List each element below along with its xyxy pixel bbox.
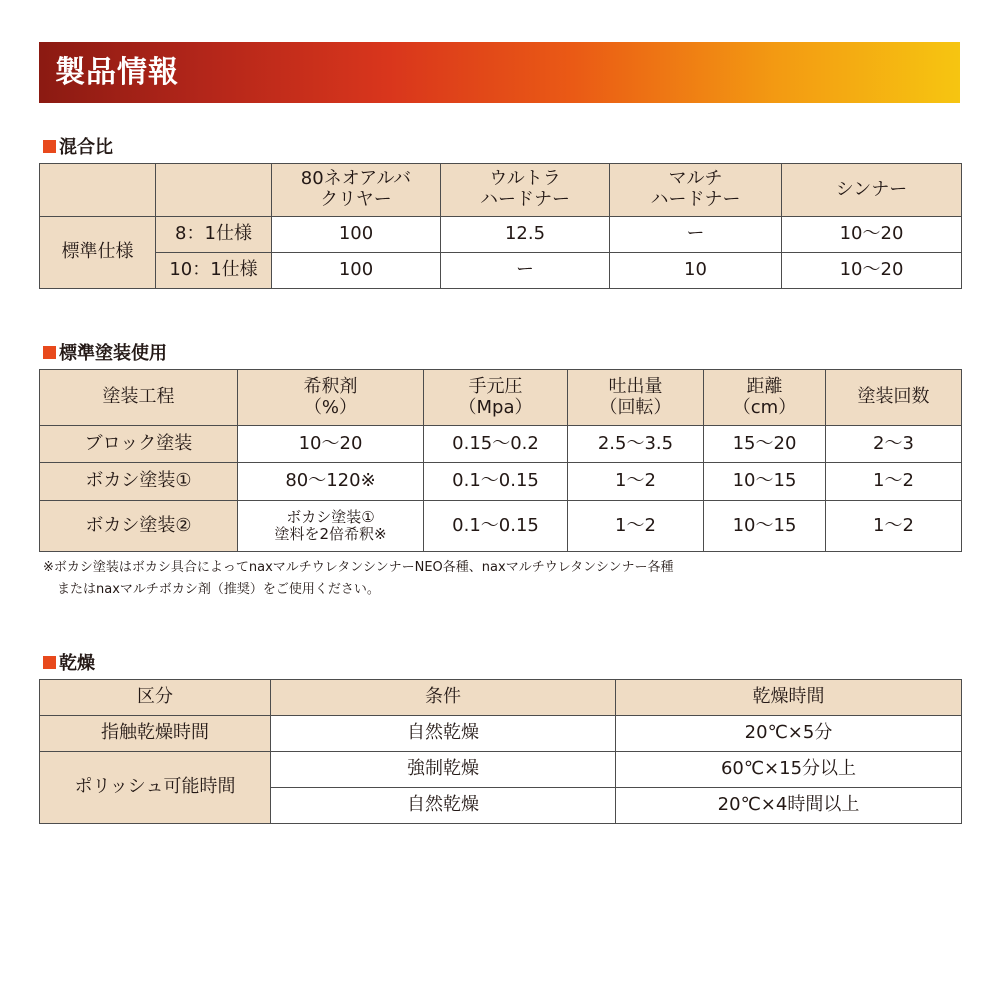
table-cell: 強制乾燥 bbox=[271, 752, 616, 788]
bullet-square-icon bbox=[43, 346, 56, 359]
dry-header-category: 区分 bbox=[40, 680, 271, 716]
mix-row-label: 10：1仕様 bbox=[156, 253, 272, 289]
table-cell: 60℃×15分以上 bbox=[616, 752, 962, 788]
table-cell: 1〜2 bbox=[568, 463, 704, 501]
table-cell: 100 bbox=[272, 217, 441, 253]
footnote-line-1: ※ボカシ塗装はボカシ具合によってnaxマルチウレタンシンナーNEO各種、naxマルチウレタンシンナー各種 bbox=[43, 560, 674, 575]
table-cell: 0.1〜0.15 bbox=[424, 501, 568, 552]
table-cell: 2〜3 bbox=[826, 426, 962, 463]
table-cell: ー bbox=[441, 253, 610, 289]
mix-header-empty-1 bbox=[40, 164, 156, 217]
spray-header-row bbox=[40, 370, 962, 426]
spray-row-process: ボカシ塗装① bbox=[40, 463, 238, 501]
mix-header-clear: 80ネオアルバ クリヤー bbox=[272, 164, 441, 217]
table-cell: 0.1〜0.15 bbox=[424, 463, 568, 501]
spray-header-distance: 距離 （cm） bbox=[704, 370, 826, 426]
table-row bbox=[40, 463, 962, 501]
mix-ratio-table bbox=[39, 163, 962, 289]
table-cell-dilution-note: ボカシ塗装① 塗料を2倍希釈※ bbox=[238, 501, 424, 552]
spray-header-pressure: 手元圧 （Mpa） bbox=[424, 370, 568, 426]
table-row bbox=[40, 501, 962, 552]
table-cell: 10〜20 bbox=[782, 253, 962, 289]
page-title: 製品情報 bbox=[55, 55, 179, 90]
mix-header-ultra-hardener: ウルトラ ハードナー bbox=[441, 164, 610, 217]
table-cell: 15〜20 bbox=[704, 426, 826, 463]
dry-row-category: 指触乾燥時間 bbox=[40, 716, 271, 752]
footnote-line-2: またはnaxマルチボカシ剤（推奨）をご使用ください。 bbox=[57, 582, 380, 597]
mix-header-empty-2 bbox=[156, 164, 272, 217]
spray-row-process: ボカシ塗装② bbox=[40, 501, 238, 552]
table-row bbox=[40, 426, 962, 463]
spray-header-coats: 塗装回数 bbox=[826, 370, 962, 426]
table-cell: 20℃×4時間以上 bbox=[616, 788, 962, 824]
bullet-square-icon bbox=[43, 140, 56, 153]
spray-header-process: 塗装工程 bbox=[40, 370, 238, 426]
mix-header-thinner: シンナー bbox=[782, 164, 962, 217]
table-cell: 10〜15 bbox=[704, 463, 826, 501]
table-row bbox=[40, 752, 962, 788]
dry-row-category: ポリッシュ可能時間 bbox=[40, 752, 271, 824]
table-cell: 12.5 bbox=[441, 217, 610, 253]
table-cell: 10〜20 bbox=[782, 217, 962, 253]
table-cell: 80〜120※ bbox=[238, 463, 424, 501]
spray-section-title bbox=[43, 341, 167, 363]
table-cell: 10〜15 bbox=[704, 501, 826, 552]
dry-header-time: 乾燥時間 bbox=[616, 680, 962, 716]
table-cell: 0.15〜0.2 bbox=[424, 426, 568, 463]
spray-header-output: 吐出量 （回転） bbox=[568, 370, 704, 426]
table-cell: 100 bbox=[272, 253, 441, 289]
table-cell: 自然乾燥 bbox=[271, 788, 616, 824]
mix-section-title bbox=[43, 135, 113, 157]
table-cell: 10 bbox=[610, 253, 782, 289]
table-cell: 2.5〜3.5 bbox=[568, 426, 704, 463]
mix-header-row bbox=[40, 164, 962, 217]
table-cell: 自然乾燥 bbox=[271, 716, 616, 752]
table-cell: 10〜20 bbox=[238, 426, 424, 463]
spray-section-label: 標準塗装使用 bbox=[59, 343, 167, 364]
spray-footnote bbox=[43, 557, 674, 601]
spray-row-process: ブロック塗装 bbox=[40, 426, 238, 463]
table-row bbox=[40, 217, 962, 253]
dry-header-condition: 条件 bbox=[271, 680, 616, 716]
table-cell: ー bbox=[610, 217, 782, 253]
table-cell: 20℃×5分 bbox=[616, 716, 962, 752]
spray-usage-table bbox=[39, 369, 962, 552]
bullet-square-icon bbox=[43, 656, 56, 669]
spray-header-dilution: 希釈剤 （%） bbox=[238, 370, 424, 426]
dry-section-label: 乾燥 bbox=[59, 653, 95, 674]
dry-section-title bbox=[43, 651, 95, 673]
mix-row-label: 8：1仕様 bbox=[156, 217, 272, 253]
mix-group-standard: 標準仕様 bbox=[40, 217, 156, 289]
table-cell: 1〜2 bbox=[826, 501, 962, 552]
table-row bbox=[40, 253, 962, 289]
drying-table bbox=[39, 679, 962, 824]
table-cell: 1〜2 bbox=[826, 463, 962, 501]
dry-header-row bbox=[40, 680, 962, 716]
mix-header-multi-hardener: マルチ ハードナー bbox=[610, 164, 782, 217]
page-header-banner bbox=[39, 42, 960, 103]
mix-section-label: 混合比 bbox=[59, 137, 113, 158]
table-row bbox=[40, 716, 962, 752]
table-cell: 1〜2 bbox=[568, 501, 704, 552]
